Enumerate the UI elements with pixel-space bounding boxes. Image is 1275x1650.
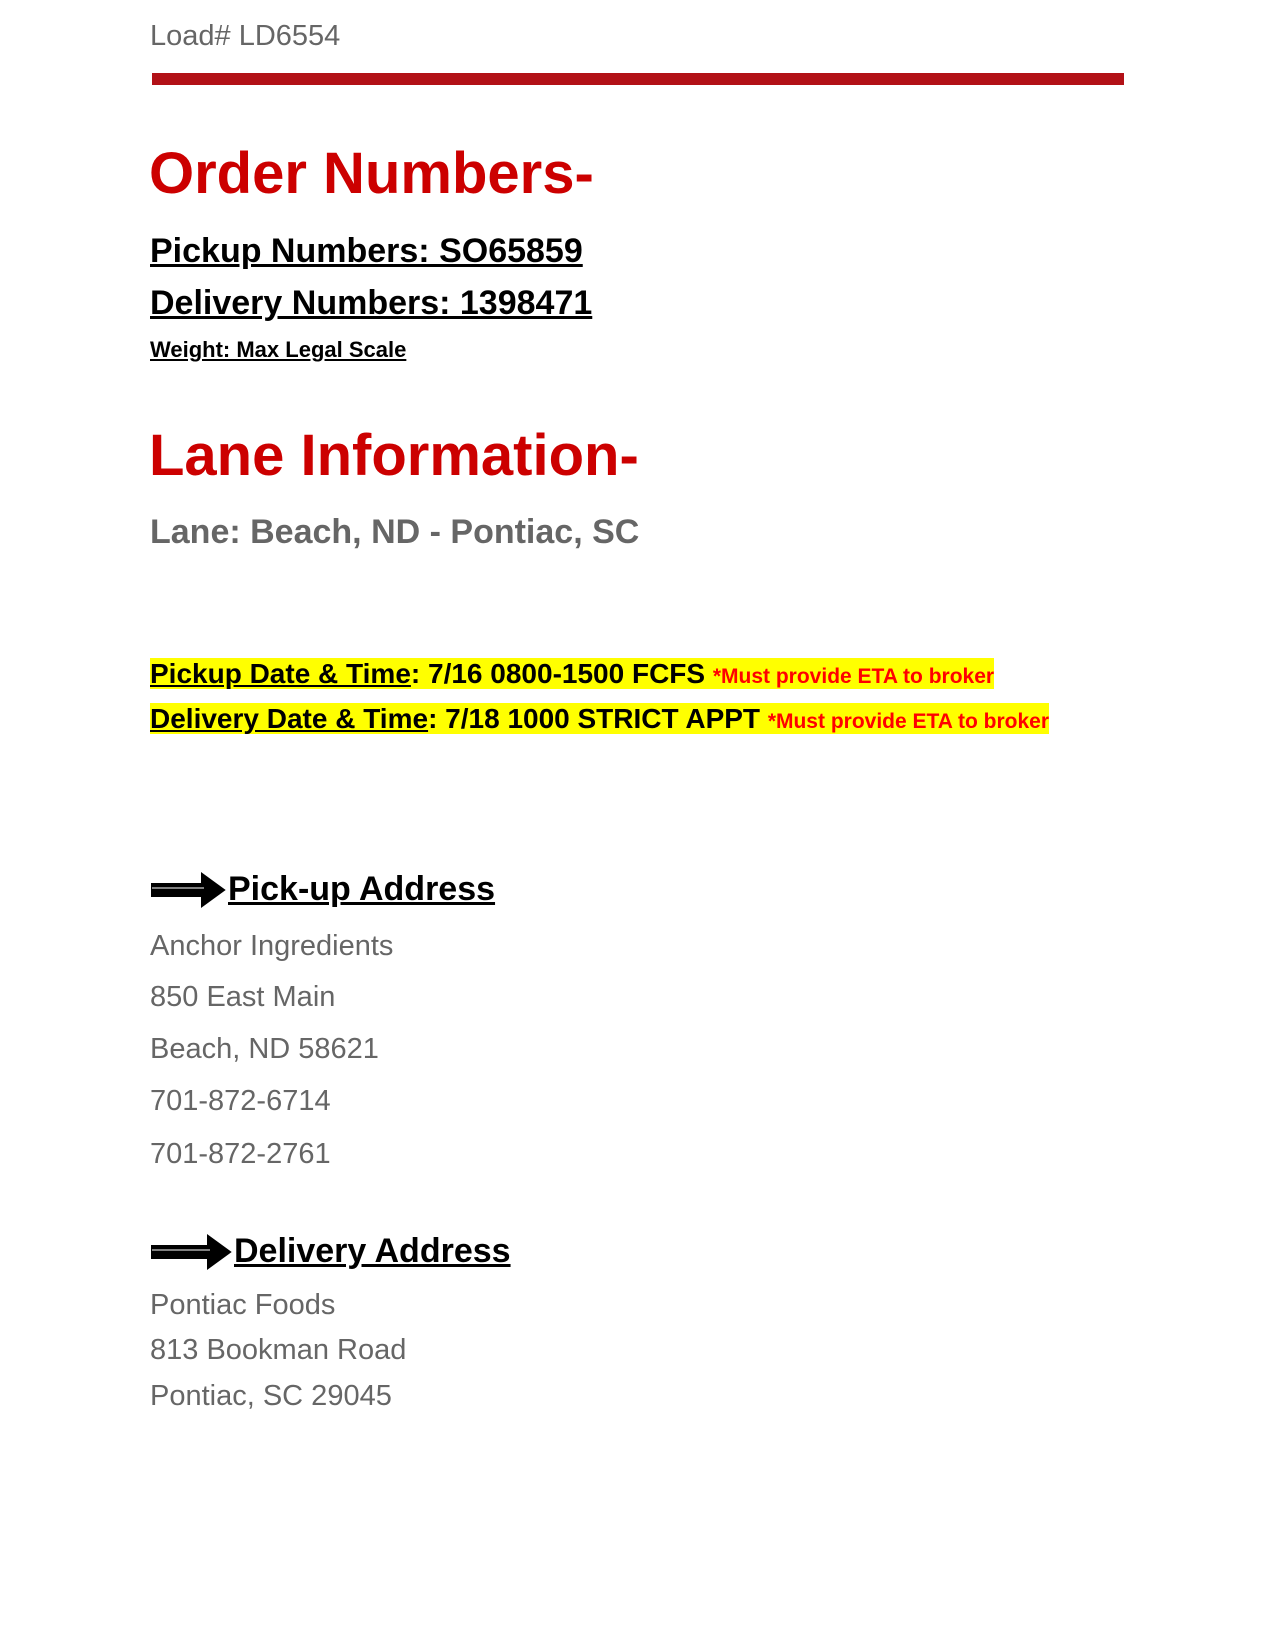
- delivery-address-line: 813 Bookman Road: [150, 1334, 407, 1366]
- delivery-numbers: Delivery Numbers: 1398471: [150, 284, 593, 322]
- pickup-schedule-value: : 7/16 0800-1500 FCFS: [410, 658, 706, 689]
- delivery-address-heading: [150, 1232, 511, 1271]
- pickup-address-line: 701-872-2761: [150, 1138, 331, 1170]
- pickup-address-line: Beach, ND 58621: [150, 1033, 379, 1065]
- pickup-schedule-label: Pickup Date & Time: [150, 658, 411, 689]
- header-rule: [152, 73, 1124, 85]
- lane: Lane: Beach, ND - Pontiac, SC: [150, 513, 640, 551]
- delivery-schedule: [150, 704, 1050, 737]
- pickup-schedule: [150, 659, 1050, 692]
- order-numbers-heading: Order Numbers-: [149, 141, 594, 206]
- pickup-address-line: 850 East Main: [150, 981, 336, 1013]
- delivery-schedule-value: : 7/18 1000 STRICT APPT: [428, 703, 761, 734]
- right-arrow-icon: [150, 872, 226, 908]
- delivery-address-line: Pontiac Foods: [150, 1289, 336, 1321]
- delivery-eta-note: *Must provide ETA to broker: [767, 710, 1050, 733]
- pickup-numbers: Pickup Numbers: SO65859: [150, 232, 583, 270]
- right-arrow-icon: [150, 1234, 232, 1270]
- weight: Weight: Max Legal Scale: [150, 337, 407, 362]
- pickup-address-label: Pick-up Address: [228, 870, 496, 908]
- pickup-address-heading: [150, 870, 495, 909]
- pickup-eta-note: *Must provide ETA to broker: [712, 665, 995, 688]
- pickup-address-line: Anchor Ingredients: [150, 930, 394, 962]
- pickup-address-line: 701-872-6714: [150, 1085, 331, 1117]
- delivery-schedule-label: Delivery Date & Time: [150, 703, 429, 734]
- load-number: Load# LD6554: [150, 20, 341, 52]
- delivery-address-label: Delivery Address: [234, 1232, 511, 1270]
- delivery-address-line: Pontiac, SC 29045: [150, 1380, 392, 1412]
- lane-information-heading: Lane Information-: [149, 423, 639, 488]
